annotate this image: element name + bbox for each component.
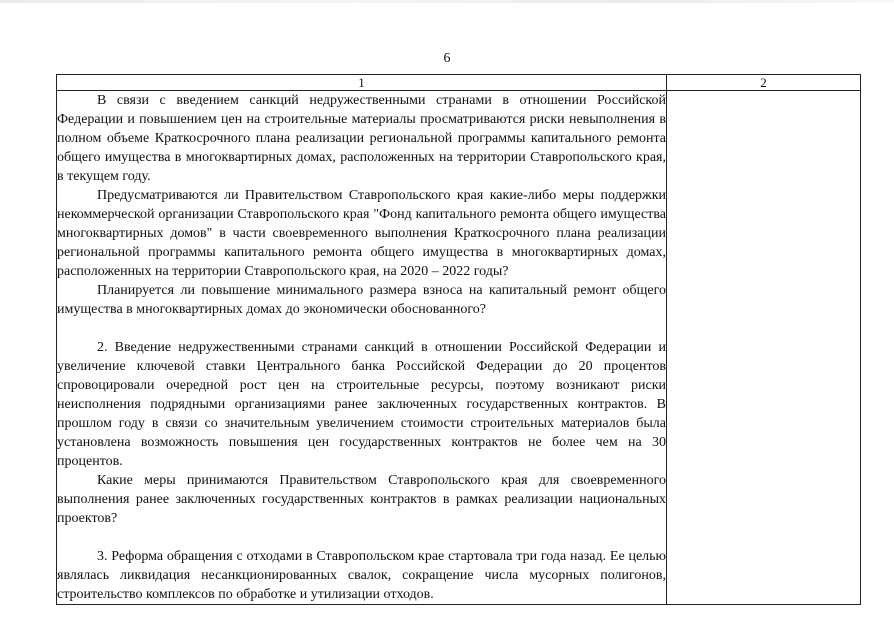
column-header-2: 2 [667,75,861,91]
page-number: 6 [443,51,451,66]
paragraph: Какие меры принимаются Правительством Ставропольского края для своевременного выполнения ранее заключенных государственных контрактов в рамках реализации национальных проектов? [57,473,666,526]
question-cell [57,91,667,605]
paragraph: 3. Реформа обращения с отходами в Ставропольском крае стартовала три года назад. Ее целью являлась ликвидация несанкционированных свалок, сокращение числа мусорных полигонов, строительство комплексов по обработке и утилизации отходов. [57,549,666,602]
column-header-1: 1 [57,75,667,91]
table-header-row [57,75,861,91]
answer-cell [667,91,861,605]
document-table [56,74,861,605]
scan-artifact [0,0,894,3]
paragraph: В связи с введением санкций недружественными странами в отношении Российской Федерации и повышением цен на строительные материалы просматриваются риски невыполнения в полном объеме Краткосрочного плана реализации региональной программы капитального ремонта общего имущества в многоквартирных домах, расположенных на территории Ставропольского края, в текущем году. [57,93,666,184]
paragraph-spacer [57,528,666,547]
paragraph: Планируется ли повышение минимального размера взноса на капитальный ремонт общего имущества в многоквартирных домах до экономически обоснованного? [57,283,666,317]
paragraph: Предусматриваются ли Правительством Ставропольского края какие-либо меры поддержки некоммерческой организации Ставропольского края "Фонд капитального ремонта общего имущества многоквартирных домов" в части своевременного выполнения Краткосрочного плана реализации региональной программы капитального ремонта общего имущества в многоквартирных домах, расположенных на территории Ставропольского края, на 2020 – 2022 годы? [57,188,666,279]
paragraph-spacer [57,319,666,338]
paragraph: 2. Введение недружественными странами санкций в отношении Российской Федерации и увеличение ключевой ставки Центрального банка Российской Федерации до 20 процентов спровоцировали очередной рост цен на строительные ресурсы, поэтому возникают риски неисполнения подрядными организациями ранее заключенных государственных контрактов. В прошлом году в связи со значительным увеличением стоимости строительных материалов была установлена возможность повышения цен государственных контрактов не более чем на 30 процентов. [57,340,666,469]
table-row [57,91,861,605]
